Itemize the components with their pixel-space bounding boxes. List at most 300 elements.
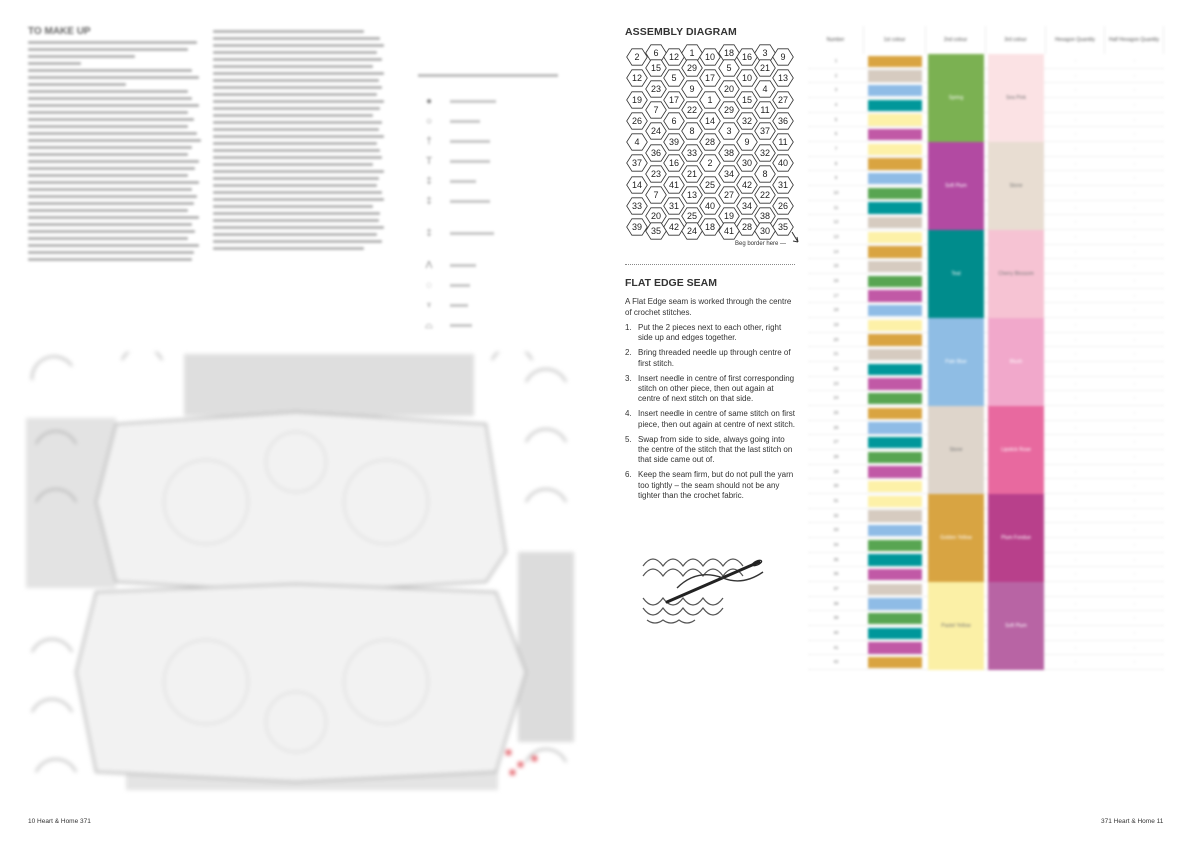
assembly-hexagon bbox=[719, 223, 740, 239]
quantity-cell: · bbox=[1074, 468, 1077, 474]
hexagon-number: 20 bbox=[723, 84, 735, 95]
row-number: 12 bbox=[833, 219, 839, 225]
third-colour-block bbox=[988, 494, 1044, 582]
seam-step-text: Insert needle in centre of first corresponding stitch on other piece, then out again at centre of next stitch on that side. bbox=[638, 373, 795, 404]
text-line bbox=[213, 247, 364, 250]
row-number: 2 bbox=[834, 72, 838, 78]
first-colour-swatch bbox=[868, 217, 922, 229]
row-number: 6 bbox=[834, 131, 838, 137]
assembly-hexagon bbox=[773, 198, 794, 214]
assembly-hexagon bbox=[700, 134, 721, 150]
row-number: 30 bbox=[833, 483, 839, 489]
hexagon-number: 37 bbox=[759, 126, 771, 137]
first-colour-swatch bbox=[868, 144, 922, 156]
quantity-cell: · bbox=[1133, 175, 1136, 181]
first-colour-swatch bbox=[868, 540, 922, 552]
first-colour-swatch bbox=[868, 202, 922, 214]
row-number: 42 bbox=[833, 659, 839, 665]
key-label bbox=[450, 284, 470, 287]
hexagon-number: 35 bbox=[777, 222, 789, 233]
quantity-cell: · bbox=[1133, 234, 1136, 239]
hexagon-number: 39 bbox=[631, 222, 643, 233]
quantity-cell: · bbox=[1074, 586, 1077, 591]
first-colour-swatch bbox=[868, 628, 922, 640]
table-header-cell: Hexagon Quantity bbox=[1046, 26, 1105, 54]
fan-icon: ♆ bbox=[425, 299, 433, 311]
hexagon-number: 36 bbox=[777, 116, 789, 127]
hexagon-number: 28 bbox=[741, 222, 753, 233]
hexagon-number: 38 bbox=[723, 148, 735, 159]
assembly-hexagon bbox=[773, 219, 794, 235]
assembly-hexagon bbox=[700, 113, 721, 129]
text-line bbox=[213, 114, 373, 117]
row-number: 11 bbox=[833, 204, 839, 210]
text-line bbox=[28, 216, 199, 219]
text-line bbox=[213, 79, 379, 82]
quantity-cell: · bbox=[1074, 146, 1077, 151]
key-row bbox=[418, 315, 598, 335]
assembly-hexagon bbox=[627, 70, 648, 86]
text-line bbox=[28, 55, 135, 58]
assembly-hexagon bbox=[646, 81, 667, 97]
quantity-cell: · bbox=[1133, 292, 1136, 298]
hexagon-number: 11 bbox=[778, 137, 788, 148]
quantity-cell: · bbox=[1074, 190, 1077, 195]
quantity-cell: · bbox=[1074, 131, 1077, 137]
key-label bbox=[450, 180, 476, 183]
quantity-cell: · bbox=[1133, 424, 1136, 430]
assembly-hexagon bbox=[646, 60, 667, 76]
key-label bbox=[450, 120, 480, 123]
assembly-hexagon bbox=[646, 145, 667, 161]
text-line bbox=[28, 223, 192, 226]
seam-step bbox=[625, 348, 797, 369]
first-colour-swatch bbox=[868, 70, 922, 82]
text-line bbox=[28, 188, 192, 191]
hexagon-number: 9 bbox=[689, 84, 695, 95]
quantity-cell: · bbox=[1074, 571, 1077, 577]
hexagon-number: 22 bbox=[686, 105, 698, 116]
quantity-cell: · bbox=[1074, 542, 1077, 547]
text-line bbox=[28, 69, 192, 72]
rounds-text bbox=[213, 26, 391, 254]
quantity-cell: · bbox=[1133, 190, 1136, 195]
row-number: 36 bbox=[833, 571, 839, 577]
assembly-hexagon bbox=[682, 145, 703, 161]
text-line bbox=[213, 240, 382, 243]
hexagon-number: 9 bbox=[744, 137, 750, 148]
text-line bbox=[213, 86, 382, 89]
quantity-cell: · bbox=[1133, 395, 1136, 401]
first-colour-swatch bbox=[868, 188, 922, 200]
quantity-cell: · bbox=[1133, 263, 1136, 269]
quantity-cell: · bbox=[1074, 234, 1077, 239]
hexagon-number: 39 bbox=[668, 137, 680, 148]
quantity-cell: · bbox=[1074, 307, 1077, 313]
row-number: 28 bbox=[833, 454, 839, 459]
key-row bbox=[418, 255, 598, 275]
flat-edge-seam-steps bbox=[625, 323, 797, 506]
first-colour-swatch bbox=[868, 584, 922, 596]
hexagon-number: 31 bbox=[777, 180, 789, 191]
quantity-cell: · bbox=[1133, 58, 1136, 63]
cluster-icon: Λ bbox=[425, 259, 433, 271]
quantity-cell: · bbox=[1074, 351, 1077, 357]
text-line bbox=[213, 128, 379, 131]
row-number: 4 bbox=[834, 102, 838, 107]
quantity-cell: · bbox=[1074, 58, 1077, 63]
text-line bbox=[28, 146, 192, 149]
hexagon-number: 6 bbox=[653, 48, 659, 59]
first-colour-swatch bbox=[868, 349, 922, 361]
assembly-hexagon bbox=[719, 187, 740, 203]
hexagon-number: 34 bbox=[723, 169, 735, 180]
text-line bbox=[28, 132, 197, 135]
table-header-cell: 1st colour bbox=[864, 26, 926, 54]
seam-step-text: Bring threaded needle up through centre of first stitch. bbox=[638, 348, 791, 368]
row-number: 3 bbox=[834, 87, 838, 93]
table-header-cell: 3rd colour bbox=[986, 26, 1046, 54]
quantity-cell: · bbox=[1133, 512, 1136, 518]
first-colour-swatch bbox=[868, 408, 922, 420]
assembly-hexagon bbox=[737, 155, 758, 171]
first-colour-swatch bbox=[868, 56, 922, 68]
row-number: 17 bbox=[833, 292, 839, 298]
hexagon-number: 19 bbox=[631, 95, 643, 106]
hexagon-number: 7 bbox=[653, 105, 659, 116]
quantity-cell: · bbox=[1133, 380, 1136, 386]
third-colour-block-label: Blush bbox=[1009, 359, 1023, 365]
page-footer-left: 10 Heart & Home 371 bbox=[28, 818, 91, 825]
hexagon-number: 26 bbox=[777, 201, 789, 212]
hexagon-number: 27 bbox=[777, 95, 789, 106]
quantity-cell: · bbox=[1074, 439, 1077, 445]
quantity-cell: · bbox=[1133, 571, 1136, 577]
hexagon-number: 24 bbox=[650, 126, 662, 137]
assembly-hexagon bbox=[755, 166, 776, 182]
key-label bbox=[450, 232, 494, 235]
assembly-hexagon bbox=[646, 45, 667, 61]
quantity-cell: · bbox=[1074, 175, 1077, 181]
text-line bbox=[213, 170, 384, 173]
quantity-cell: · bbox=[1133, 87, 1136, 93]
text-line bbox=[28, 48, 188, 51]
assembly-hexagon bbox=[719, 166, 740, 182]
assembly-hexagon bbox=[627, 49, 648, 65]
assembly-hexagon bbox=[646, 187, 667, 203]
key-row bbox=[418, 295, 598, 315]
beg-border-text: Beg border here bbox=[735, 241, 779, 247]
seam-step-number: 1. bbox=[625, 323, 632, 332]
first-colour-swatch bbox=[868, 496, 922, 508]
text-line bbox=[213, 233, 377, 236]
quantity-cell: · bbox=[1074, 410, 1077, 415]
row-number: 39 bbox=[833, 615, 839, 621]
row-number: 38 bbox=[833, 600, 839, 606]
row-number: 16 bbox=[833, 278, 839, 283]
quantity-cell: · bbox=[1074, 263, 1077, 269]
text-line bbox=[28, 90, 188, 93]
assembly-hexagon bbox=[700, 70, 721, 86]
assembly-hexagon bbox=[700, 177, 721, 193]
first-colour-swatch bbox=[868, 554, 922, 566]
hexagon-number: 31 bbox=[668, 201, 680, 212]
table-header-cell: 2nd colour bbox=[926, 26, 986, 54]
hexagon-number: 23 bbox=[650, 84, 662, 95]
assembly-hexagon bbox=[664, 134, 685, 150]
seam-step bbox=[625, 374, 797, 405]
quantity-cell: · bbox=[1074, 380, 1077, 386]
first-colour-swatch bbox=[868, 290, 922, 302]
assembly-hexagon bbox=[627, 92, 648, 108]
quantity-cell: · bbox=[1133, 659, 1136, 665]
first-colour-swatch bbox=[868, 481, 922, 493]
assembly-hexagon bbox=[646, 123, 667, 139]
hexagon-number: 16 bbox=[741, 52, 753, 63]
quantity-cell: · bbox=[1074, 615, 1077, 621]
text-line bbox=[28, 209, 188, 212]
key-label bbox=[450, 264, 476, 267]
hexagon-number: 21 bbox=[686, 169, 698, 180]
assembly-hexagon bbox=[664, 155, 685, 171]
text-line bbox=[28, 258, 192, 261]
hexagon-number: 25 bbox=[704, 180, 716, 191]
assembly-hexagon bbox=[719, 102, 740, 118]
second-colour-block-label: Pale Blue bbox=[945, 359, 967, 365]
assembly-hexagon bbox=[773, 155, 794, 171]
hexagon-number: 36 bbox=[650, 148, 662, 159]
hexagon-number: 22 bbox=[759, 190, 771, 201]
second-colour-block-label: Golden Yellow bbox=[940, 535, 972, 541]
colour-table bbox=[808, 26, 1164, 670]
quantity-cell: · bbox=[1133, 410, 1136, 415]
row-number: 1 bbox=[834, 58, 838, 63]
hexagon-number: 18 bbox=[723, 48, 735, 59]
text-line bbox=[213, 51, 377, 54]
text-line bbox=[213, 58, 382, 61]
quantity-cell: · bbox=[1133, 556, 1136, 562]
assembly-hexagon bbox=[773, 92, 794, 108]
quantity-cell: · bbox=[1133, 630, 1136, 635]
hexagon-number: 4 bbox=[762, 84, 768, 95]
assembly-hexagon bbox=[627, 113, 648, 129]
hexagon-number: 12 bbox=[668, 52, 680, 63]
assembly-hexagon bbox=[719, 208, 740, 224]
assembly-hexagon bbox=[700, 155, 721, 171]
quantity-cell: · bbox=[1133, 483, 1136, 489]
hexagon-number: 3 bbox=[762, 48, 768, 59]
text-line bbox=[28, 202, 194, 205]
hexagon-number: 42 bbox=[668, 222, 680, 233]
assembly-hexagon bbox=[755, 187, 776, 203]
key-row bbox=[418, 191, 598, 211]
hexagon-number: 17 bbox=[704, 73, 716, 84]
key-row bbox=[418, 91, 598, 111]
first-colour-swatch bbox=[868, 334, 922, 346]
assembly-hexagon bbox=[737, 49, 758, 65]
assembly-hexagon bbox=[773, 70, 794, 86]
hexagon-number: 2 bbox=[634, 52, 640, 63]
dc-icon: † bbox=[426, 135, 432, 147]
text-line bbox=[28, 139, 201, 142]
key-rows bbox=[418, 91, 598, 335]
text-line bbox=[213, 149, 380, 152]
hexagon-number: 12 bbox=[631, 73, 643, 84]
hexagon-number: 20 bbox=[650, 211, 662, 222]
text-line bbox=[213, 107, 380, 110]
assembly-hexagon bbox=[719, 45, 740, 61]
hexagon-number: 14 bbox=[631, 180, 643, 191]
hexagon-number: 8 bbox=[762, 169, 768, 180]
colour-table-body bbox=[808, 54, 1164, 670]
text-line bbox=[213, 177, 379, 180]
text-line bbox=[213, 93, 377, 96]
seam-step-text: Put the 2 pieces next to each other, right side up and edges together. bbox=[638, 323, 782, 343]
hexagon-number: 13 bbox=[686, 190, 698, 201]
quantity-cell: · bbox=[1074, 72, 1077, 78]
assembly-hexagon bbox=[646, 166, 667, 182]
assembly-hexagon bbox=[627, 177, 648, 193]
second-colour-block bbox=[928, 494, 984, 582]
hexagon-number: 15 bbox=[741, 95, 753, 106]
hexagon-number: 28 bbox=[704, 137, 716, 148]
hexagon-number: 13 bbox=[777, 73, 789, 84]
third-colour-block bbox=[988, 142, 1044, 230]
quantity-cell: · bbox=[1133, 72, 1136, 78]
key-row bbox=[418, 151, 598, 171]
to-make-up-body bbox=[28, 41, 206, 261]
quantity-cell: · bbox=[1133, 248, 1136, 254]
first-colour-swatch bbox=[868, 422, 922, 434]
second-colour-block-label: Pastel Yellow bbox=[941, 623, 971, 629]
third-colour-block-label: Soft Plum bbox=[1005, 623, 1027, 629]
beg-border-arrow-icon bbox=[792, 232, 798, 242]
chain-icon: ○ bbox=[425, 115, 433, 127]
hexagon-number: 33 bbox=[686, 148, 698, 159]
second-colour-block-label: Soft Plum bbox=[945, 183, 967, 189]
stitch-key bbox=[418, 74, 598, 335]
row-number: 27 bbox=[833, 439, 839, 445]
quantity-cell: · bbox=[1074, 248, 1077, 254]
row-number: 35 bbox=[833, 556, 839, 562]
first-colour-swatch bbox=[868, 276, 922, 288]
assembly-hexagon bbox=[737, 113, 758, 129]
chart-shaded-top bbox=[184, 354, 474, 416]
row-number: 19 bbox=[833, 322, 839, 327]
hexagon-number: 2 bbox=[707, 158, 713, 169]
hdc-icon: T bbox=[425, 155, 433, 167]
third-colour-block-label: Cherry Blossom bbox=[998, 271, 1034, 277]
quantity-cell: · bbox=[1074, 204, 1077, 210]
quantity-cell: · bbox=[1133, 454, 1136, 459]
hexagon-number: 40 bbox=[704, 201, 716, 212]
quantity-cell: · bbox=[1133, 131, 1136, 137]
first-colour-swatch bbox=[868, 129, 922, 141]
assembly-hexagon bbox=[700, 198, 721, 214]
row-number: 25 bbox=[833, 410, 839, 415]
hexagon-number: 3 bbox=[726, 126, 732, 137]
assembly-hexagon bbox=[719, 81, 740, 97]
assembly-diagram bbox=[622, 44, 804, 252]
second-colour-block bbox=[928, 142, 984, 230]
first-colour-swatch bbox=[868, 232, 922, 244]
first-colour-swatch bbox=[868, 364, 922, 376]
first-colour-swatch bbox=[868, 466, 922, 478]
hexagon-number: 18 bbox=[704, 222, 716, 233]
row-number: 5 bbox=[834, 116, 838, 122]
text-line bbox=[213, 226, 384, 229]
assembly-hexagon bbox=[682, 223, 703, 239]
hexagon-number: 10 bbox=[704, 52, 716, 63]
second-colour-block bbox=[928, 406, 984, 494]
seam-step bbox=[625, 323, 797, 344]
seam-step-number: 5. bbox=[625, 434, 632, 444]
hexagon-number: 5 bbox=[671, 73, 677, 84]
assembly-hexagon bbox=[700, 219, 721, 235]
quantity-cell: · bbox=[1133, 351, 1136, 357]
treble-icon: ‡ bbox=[426, 175, 432, 187]
quantity-cell: · bbox=[1074, 160, 1077, 166]
quantity-cell: · bbox=[1074, 512, 1077, 518]
text-line bbox=[28, 167, 195, 170]
quantity-cell: · bbox=[1133, 600, 1136, 606]
quantity-cell: · bbox=[1074, 498, 1077, 503]
second-colour-block-label: Stone bbox=[949, 447, 963, 453]
page-footer-right: 371 Heart & Home 11 bbox=[1101, 818, 1164, 825]
assembly-hexagon bbox=[682, 187, 703, 203]
text-line bbox=[213, 100, 384, 103]
hexagon-number: 9 bbox=[780, 52, 786, 63]
hexagon-number: 32 bbox=[741, 116, 753, 127]
hexagon-number: 27 bbox=[723, 190, 735, 201]
row-number: 34 bbox=[833, 542, 839, 547]
quantity-cell: · bbox=[1133, 644, 1136, 650]
hexagon-number: 24 bbox=[686, 226, 698, 237]
hexagon-number: 33 bbox=[631, 201, 643, 212]
assembly-hexagon bbox=[755, 145, 776, 161]
assembly-hexagon bbox=[627, 219, 648, 235]
first-colour-swatch bbox=[868, 452, 922, 464]
beg-border-label: Beg border here — bbox=[735, 241, 787, 247]
assembly-hexagon bbox=[664, 92, 685, 108]
text-line bbox=[28, 83, 126, 86]
quantity-cell: · bbox=[1133, 160, 1136, 166]
assembly-hexagon bbox=[737, 70, 758, 86]
scallop-icon: ⌓ bbox=[425, 319, 433, 331]
first-colour-swatch bbox=[868, 114, 922, 126]
quantity-cell: · bbox=[1074, 630, 1077, 635]
quantity-cell: · bbox=[1074, 322, 1077, 327]
row-number: 8 bbox=[834, 160, 838, 166]
assembly-hexagon bbox=[682, 208, 703, 224]
assembly-hexagon bbox=[682, 60, 703, 76]
assembly-hexagon bbox=[627, 134, 648, 150]
quantity-cell: · bbox=[1074, 527, 1077, 533]
assembly-hexagon bbox=[664, 198, 685, 214]
assembly-hexagon bbox=[664, 49, 685, 65]
hexagon-number: 26 bbox=[631, 116, 643, 127]
third-colour-block bbox=[988, 318, 1044, 406]
assembly-hexagon bbox=[664, 70, 685, 86]
first-colour-swatch bbox=[868, 525, 922, 537]
first-colour-swatch bbox=[868, 320, 922, 332]
first-colour-swatch bbox=[868, 378, 922, 390]
assembly-hexagon bbox=[664, 177, 685, 193]
hexagon-number: 30 bbox=[759, 226, 771, 237]
text-line bbox=[213, 30, 364, 33]
assembly-hexagon bbox=[737, 92, 758, 108]
table-header-cell: Half Hexagon Quantity bbox=[1105, 26, 1164, 54]
